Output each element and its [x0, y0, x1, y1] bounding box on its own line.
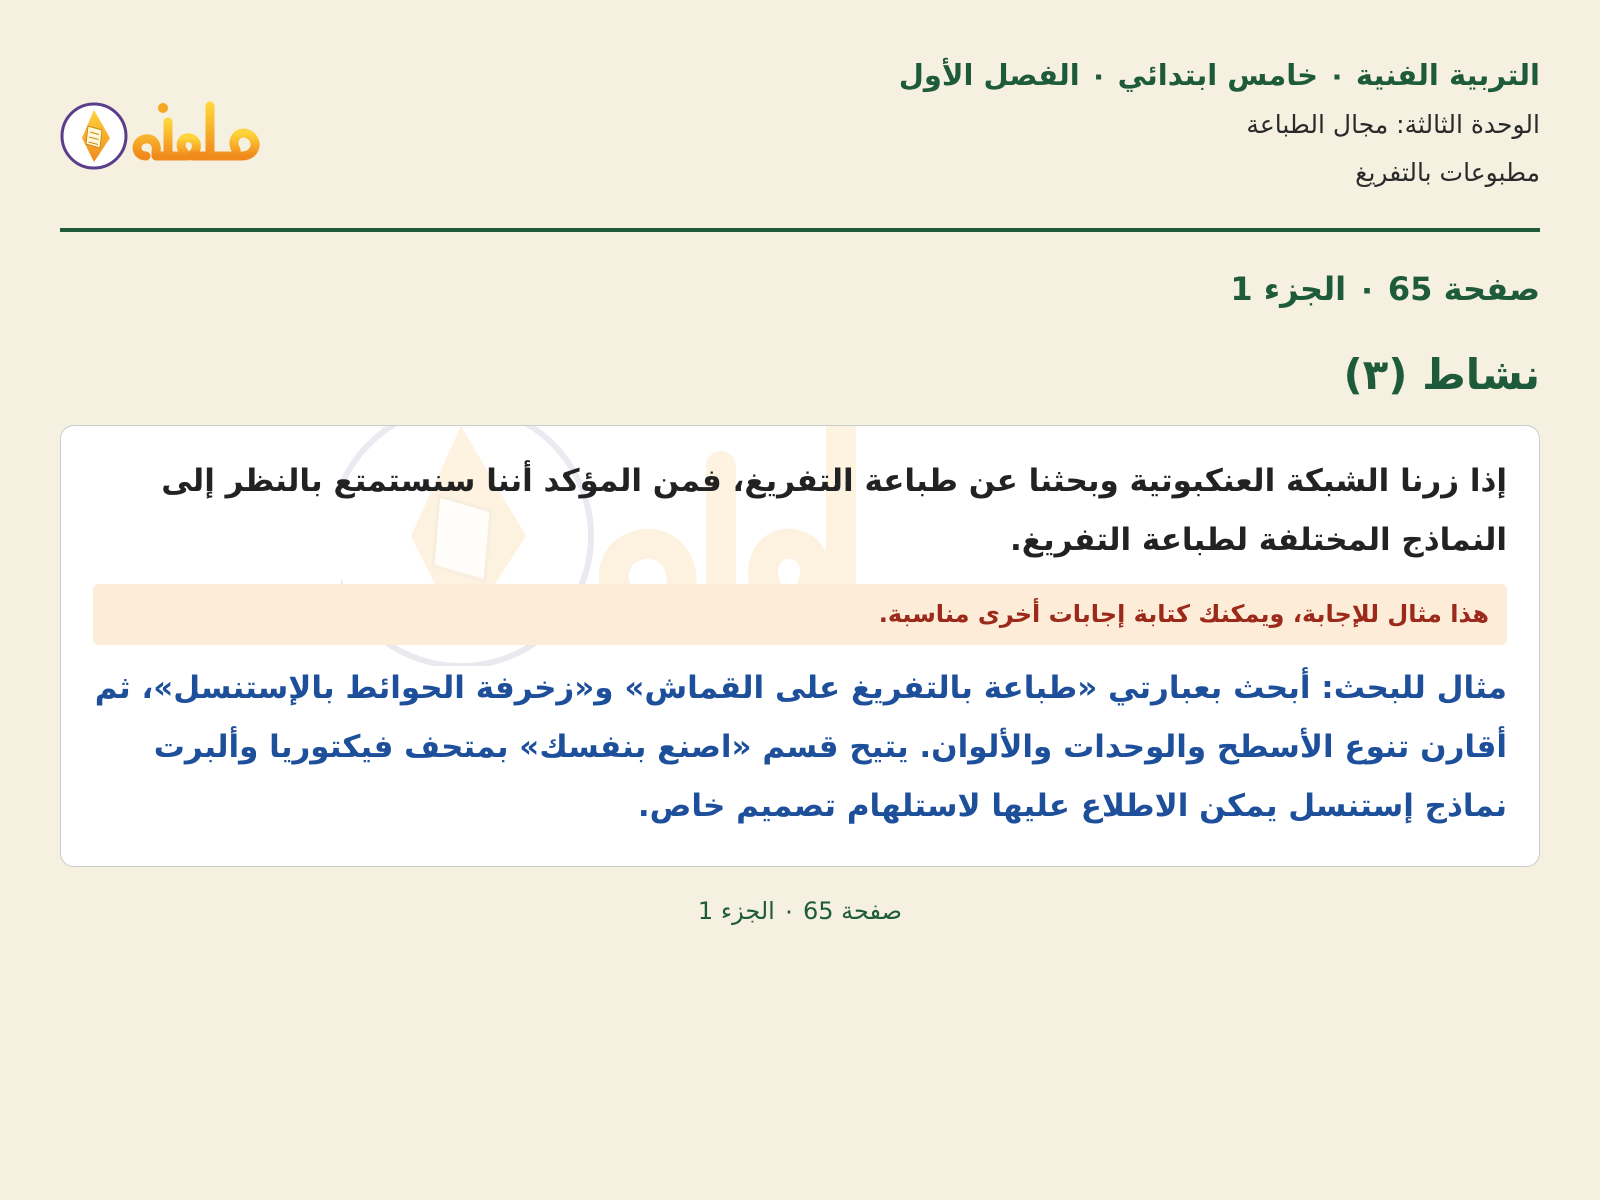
lesson-title: مطبوعات بالتفريغ [1355, 157, 1540, 187]
book-in-circle-logo-icon [60, 86, 275, 178]
example-answer-note: هذا مثال للإجابة، ويمكنك كتابة إجابات أخرى مناسبة. [93, 584, 1507, 646]
activity-question: إذا زرنا الشبكة العنكبوتية وبحثنا عن طباعة التفريغ، فمن المؤكد أننا سنستمتع بالنظر إلى النماذج المختلفة لطباعة التفريغ. [161, 462, 1507, 558]
hulul-logo[interactable] [60, 86, 275, 178]
course-title: التربية الفنية ٠ خامس ابتدائي ٠ الفصل الأول [898, 58, 1540, 92]
unit-title: الوحدة الثالثة: مجال الطباعة [1246, 110, 1540, 140]
page [60, 48, 1540, 925]
page-reference: صفحة 65 ٠ الجزء 1 [1230, 270, 1540, 308]
activity-card [60, 425, 1540, 867]
header-divider [60, 228, 1540, 232]
header-text [60, 56, 1540, 196]
activity-title: نشاط (٣) [1343, 350, 1540, 400]
page-header [60, 56, 1540, 228]
page-footer: صفحة 65 ٠ الجزء 1 [697, 896, 903, 925]
activity-answer: مثال للبحث: أبحث بعبارتي «طباعة بالتفريغ على القماش» و«زخرفة الحوائط بالإستنسل»، ثم أقارن تنوع الأسطح والوحدات والألوان. يتيح قسم «اصنع بنفسك» بمتحف فيكتوريا وألبرت نماذج إستنسل يمكن الاطلاع عليها لاستلهام تصميم خاص. [94, 670, 1507, 824]
